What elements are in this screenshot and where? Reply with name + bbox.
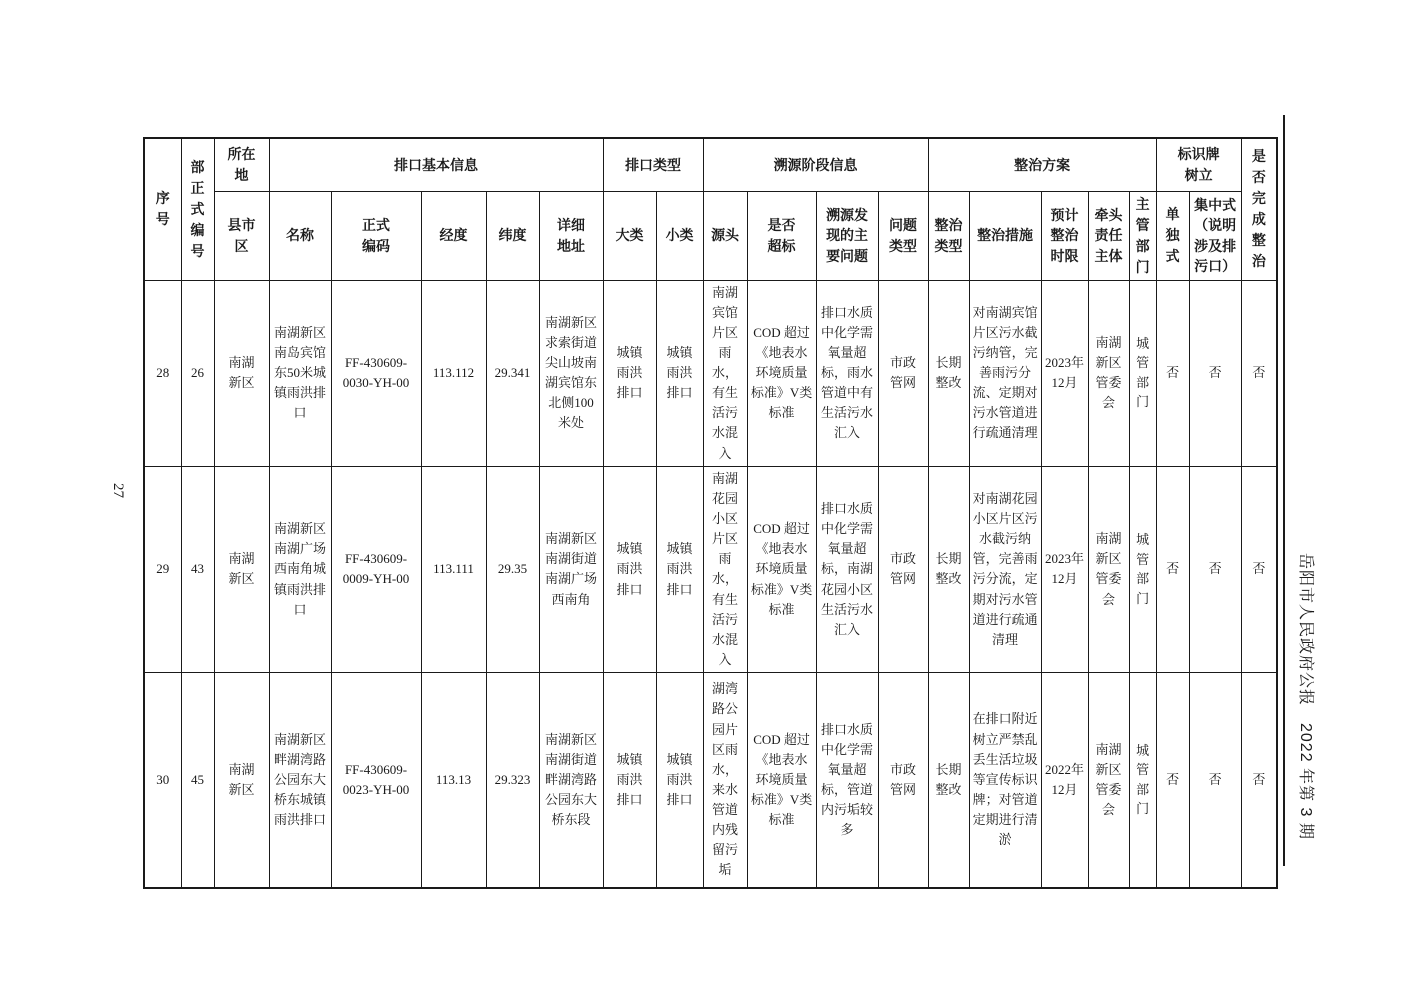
header-county: 县市区 [214, 191, 269, 280]
header-main-problem: 溯源发现的主要问题 [816, 191, 878, 280]
header-deadline: 预计整治时限 [1041, 191, 1088, 280]
cell-lead: 南湖新区管委会 [1088, 673, 1129, 888]
cell-completed: 否 [1241, 280, 1277, 466]
header-location: 所在地 [214, 138, 269, 191]
cell-latitude: 29.35 [486, 466, 539, 672]
cell-name: 南湖新区南岛宾馆东50米城镇雨洪排口 [269, 280, 331, 466]
cell-centralized: 否 [1189, 673, 1241, 888]
header-plan: 整治方案 [928, 138, 1156, 191]
header-dept: 主管部门 [1129, 191, 1156, 280]
cell-longitude: 113.111 [421, 466, 486, 672]
cell-rect-type: 长期整改 [928, 466, 969, 672]
cell-lead: 南湖新区管委会 [1088, 280, 1129, 466]
cell-centralized: 否 [1189, 466, 1241, 672]
cell-source: 南湖宾馆片区雨水，有生活污水混入 [703, 280, 747, 466]
cell-deadline: 2022年12月 [1041, 673, 1088, 888]
cell-source: 湖湾路公园片区雨水，来水管道内残留污垢 [703, 673, 747, 888]
cell-dept: 城管部门 [1129, 466, 1156, 672]
cell-major-class: 城镇雨洪排口 [603, 466, 656, 672]
header-longitude: 经度 [421, 191, 486, 280]
cell-county: 南湖新区 [214, 466, 269, 672]
cell-deadline: 2023年12月 [1041, 466, 1088, 672]
cell-serial: 30 [144, 673, 181, 888]
cell-dept: 城管部门 [1129, 673, 1156, 888]
cell-measures: 对南湖花园小区片区污水截污纳管，完善雨污分流，定期对污水管道进行疏通清理 [969, 466, 1041, 672]
table-row [144, 280, 1277, 466]
cell-problem-type: 市政管网 [878, 673, 928, 888]
cell-exceed: COD 超过《地表水环境质量标准》V类标准 [747, 280, 816, 466]
cell-minor-class: 城镇雨洪排口 [656, 280, 703, 466]
cell-exceed: COD 超过《地表水环境质量标准》V类标准 [747, 673, 816, 888]
cell-name: 南湖新区南湖广场西南角城镇雨洪排口 [269, 466, 331, 672]
cell-serial: 29 [144, 466, 181, 672]
header-rect-type: 整治类型 [928, 191, 969, 280]
cell-latitude: 29.341 [486, 280, 539, 466]
outlet-rectification-table [143, 137, 1278, 889]
cell-county: 南湖新区 [214, 673, 269, 888]
header-completed: 是否完成整治 [1241, 138, 1277, 280]
header-basic-info: 排口基本信息 [269, 138, 603, 191]
cell-formal-code: FF-430609-0030-YH-00 [331, 280, 421, 466]
header-problem-type: 问题类型 [878, 191, 928, 280]
cell-exceed: COD 超过《地表水环境质量标准》V类标准 [747, 466, 816, 672]
cell-major-class: 城镇雨洪排口 [603, 673, 656, 888]
cell-measures: 对南湖宾馆片区污水截污纳管，完善雨污分流、定期对污水管道进行疏通清理 [969, 280, 1041, 466]
header-ministry-code: 部正式编号 [181, 138, 214, 280]
header-source: 源头 [703, 191, 747, 280]
vertical-divider-rule [1283, 115, 1285, 866]
cell-rect-type: 长期整改 [928, 673, 969, 888]
cell-completed: 否 [1241, 466, 1277, 672]
cell-lead: 南湖新区管委会 [1088, 466, 1129, 672]
cell-longitude: 113.112 [421, 280, 486, 466]
header-trace-info: 溯源阶段信息 [703, 138, 928, 191]
header-lead: 牵头责任主体 [1088, 191, 1129, 280]
cell-measures: 在排口附近树立严禁乱丢生活垃圾等宣传标识牌；对管道定期进行清淤 [969, 673, 1041, 888]
header-measures: 整治措施 [969, 191, 1041, 280]
table-row [144, 673, 1277, 888]
cell-completed: 否 [1241, 673, 1277, 888]
header-name: 名称 [269, 191, 331, 280]
cell-ministry-code: 26 [181, 280, 214, 466]
cell-address: 南湖新区南湖街道畔湖湾路公园东大桥东段 [539, 673, 603, 888]
cell-county: 南湖新区 [214, 280, 269, 466]
cell-serial: 28 [144, 280, 181, 466]
journal-title: 岳阳市人民政府公报 2022 年第 3 期 [1297, 553, 1314, 840]
cell-problem-type: 市政管网 [878, 280, 928, 466]
cell-formal-code: FF-430609-0023-YH-00 [331, 673, 421, 888]
cell-ministry-code: 45 [181, 673, 214, 888]
cell-centralized: 否 [1189, 280, 1241, 466]
cell-latitude: 29.323 [486, 673, 539, 888]
cell-major-class: 城镇雨洪排口 [603, 280, 656, 466]
cell-address: 南湖新区南湖街道南湖广场西南角 [539, 466, 603, 672]
table-row [144, 466, 1277, 672]
header-latitude: 纬度 [486, 191, 539, 280]
header-serial: 序号 [144, 138, 181, 280]
cell-standalone: 否 [1156, 466, 1189, 672]
header-minor-class: 小类 [656, 191, 703, 280]
cell-standalone: 否 [1156, 280, 1189, 466]
cell-name: 南湖新区畔湖湾路公园东大桥东城镇雨洪排口 [269, 673, 331, 888]
cell-deadline: 2023年12月 [1041, 280, 1088, 466]
header-exceed: 是否超标 [747, 191, 816, 280]
cell-problem-type: 市政管网 [878, 466, 928, 672]
header-address: 详细地址 [539, 191, 603, 280]
table-header [144, 138, 1277, 280]
header-major-class: 大类 [603, 191, 656, 280]
page-number: 27 [110, 483, 126, 498]
header-formal-code: 正式编码 [331, 191, 421, 280]
cell-minor-class: 城镇雨洪排口 [656, 673, 703, 888]
cell-standalone: 否 [1156, 673, 1189, 888]
cell-formal-code: FF-430609-0009-YH-00 [331, 466, 421, 672]
cell-main-problem: 排口水质中化学需氧量超标，管道内污垢较多 [816, 673, 878, 888]
header-centralized: 集中式（说明涉及排污口） [1189, 191, 1241, 280]
cell-address: 南湖新区求索街道尖山坡南湖宾馆东北侧100米处 [539, 280, 603, 466]
cell-ministry-code: 43 [181, 466, 214, 672]
header-sign: 标识牌树立 [1156, 138, 1241, 191]
cell-rect-type: 长期整改 [928, 280, 969, 466]
cell-longitude: 113.13 [421, 673, 486, 888]
cell-main-problem: 排口水质中化学需氧量超标，雨水管道中有生活污水汇入 [816, 280, 878, 466]
header-standalone: 单独式 [1156, 191, 1189, 280]
cell-main-problem: 排口水质中化学需氧量超标，南湖花园小区生活污水汇入 [816, 466, 878, 672]
cell-dept: 城管部门 [1129, 280, 1156, 466]
header-outlet-type: 排口类型 [603, 138, 703, 191]
table-body [144, 280, 1277, 888]
cell-source: 南湖花园小区片区雨水，有生活污水混入 [703, 466, 747, 672]
cell-minor-class: 城镇雨洪排口 [656, 466, 703, 672]
